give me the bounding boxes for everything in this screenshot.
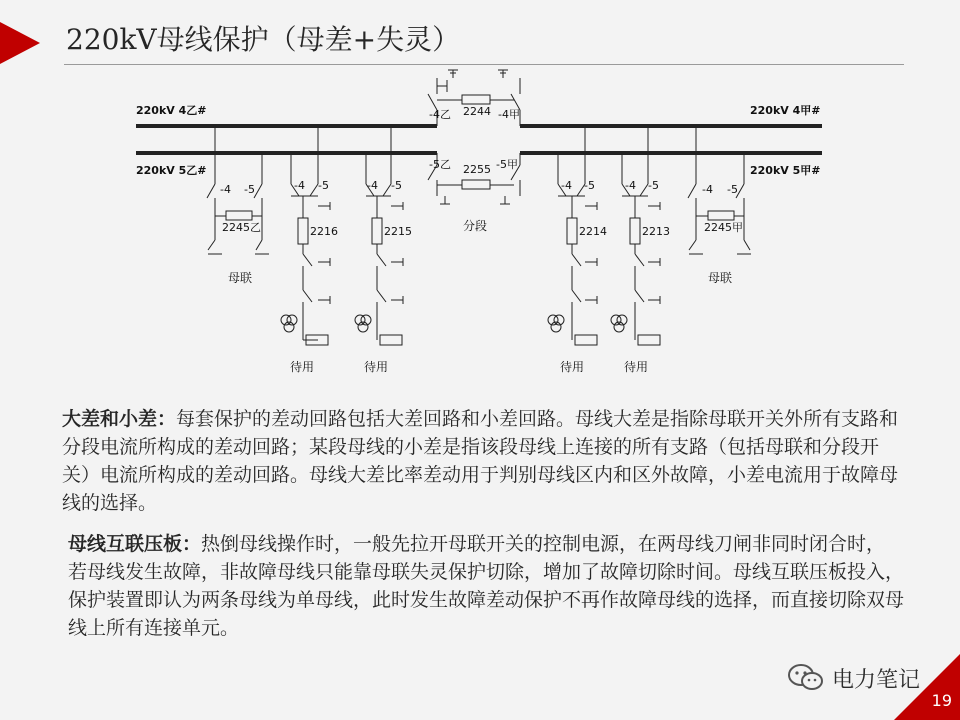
bay-iso-a: -4 — [367, 179, 378, 192]
bay-iso-a: -4 — [294, 179, 305, 192]
section-2244-id: 2244 — [463, 105, 491, 118]
paragraph-heading: 母线互联压板： — [68, 533, 202, 555]
bay-id: 2216 — [310, 225, 338, 238]
busbar-wiring-diagram — [130, 62, 830, 382]
bay-iso-b: -5 — [727, 183, 738, 196]
section-2255-id: 2255 — [463, 163, 491, 176]
bay-caption: 待用 — [624, 360, 649, 374]
page-number: 19 — [931, 691, 952, 710]
bay-iso-a: -4 — [702, 183, 713, 196]
bus-label-right-bottom: 220kV 5甲# — [750, 164, 821, 177]
paragraph-interlink-plate — [68, 530, 904, 642]
paragraph-differential — [62, 405, 902, 517]
bay-iso-b: -5 — [391, 179, 402, 192]
bus-label-left-top: 220kV 4乙# — [136, 104, 207, 117]
section-2244-right-iso: -4甲 — [498, 108, 520, 121]
bay-iso-b: -5 — [584, 179, 595, 192]
watermark-text: 电力笔记 — [832, 667, 921, 693]
bay-id: 2245甲 — [704, 221, 743, 234]
bay-caption: 待用 — [560, 360, 585, 374]
bay-iso-a: -4 — [625, 179, 636, 192]
bay-iso-b: -5 — [318, 179, 329, 192]
paragraph-body: 热倒母线操作时，一般先拉开母联开关的控制电源，在两母线刀闸非同时闭合时，若母线发生故障，非故障母线只能靠母联失灵保护切除，增加了故障切除时间。母线互联压板投入，保护装置即认为两条母线为单母线，此时发生故障差动保护不再作故障母线的选择，而直接切除双母线上所有连接单元。 — [68, 533, 905, 639]
bay-iso-a: -4 — [220, 183, 231, 196]
bay-caption: 待用 — [290, 360, 315, 374]
corner-triangle — [894, 654, 960, 720]
bus-coupler-right — [688, 126, 751, 254]
bay-id: 2245乙 — [222, 221, 261, 234]
bay-caption: 母联 — [228, 271, 253, 285]
slide-title: 220kV母线保护（母差+失灵） — [66, 23, 461, 56]
paragraph-heading: 大差和小差： — [62, 408, 177, 430]
bay-iso-b: -5 — [244, 183, 255, 196]
wechat-icon — [786, 662, 826, 694]
bay-caption: 母联 — [708, 271, 733, 285]
section-2255-left-iso: -5乙 — [429, 158, 451, 171]
bus-coupler-left — [207, 126, 269, 254]
section-2255-right-iso: -5甲 — [496, 158, 518, 171]
bay-id: 2213 — [642, 225, 670, 238]
bay-id: 2215 — [384, 225, 412, 238]
bay-iso-b: -5 — [648, 179, 659, 192]
bus-label-right-top: 220kV 4甲# — [750, 104, 821, 117]
bay-iso-a: -4 — [561, 179, 572, 192]
bay-caption: 待用 — [364, 360, 389, 374]
bus-label-left-bottom: 220kV 5乙# — [136, 164, 207, 177]
section-2244-left-iso: -4乙 — [429, 108, 451, 121]
paragraph-body: 每套保护的差动回路包括大差回路和小差回路。母线大差是指除母联开关外所有支路和分段电流所构成的差动回路；某段母线的小差是指该段母线上连接的所有支路（包括母联和分段开关）电流所构成的差动回路。母线大差比率差动用于判别母线区内和区外故障，小差电流用于故障母线的选择。 — [62, 408, 899, 514]
title-marker — [0, 22, 40, 64]
section-label: 分段 — [463, 219, 488, 233]
bay-id: 2214 — [579, 225, 607, 238]
